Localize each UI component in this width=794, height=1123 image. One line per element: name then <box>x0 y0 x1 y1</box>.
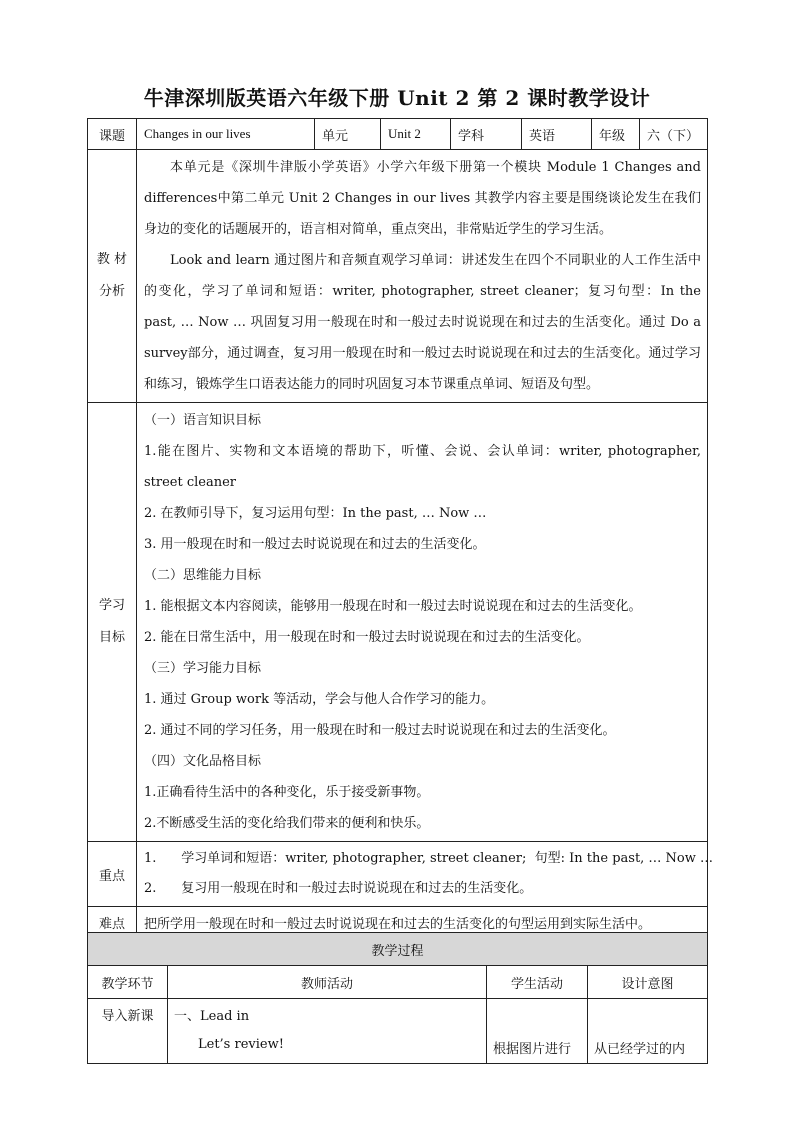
objective-line: （一）语言知识目标 <box>144 413 262 428</box>
material-analysis-row <box>88 150 708 403</box>
teacher-line-1: 一、Lead in <box>174 1009 250 1024</box>
lesson-info-table <box>87 118 714 939</box>
grade-label: 年级 <box>592 119 640 150</box>
unit-label: 单元 <box>315 119 381 150</box>
material-label-line1: 教 材 <box>96 252 128 267</box>
difficulty-label: 难点 <box>88 907 137 939</box>
subject-label: 学科 <box>451 119 522 150</box>
material-label-line2: 分析 <box>98 284 125 299</box>
process-row <box>88 999 708 1064</box>
key-point-line: 1. 学习单词和短语：writer, photographer, street cleaner; 句型: In the past, … Now … <box>144 851 714 866</box>
objective-line: 1.正确看待生活中的各种变化，乐于接受新事物。 <box>144 785 430 800</box>
column-header: 教师活动 <box>168 966 487 999</box>
key-points-row <box>88 842 708 907</box>
objectives-label-line1: 学习 <box>98 598 125 613</box>
objective-line: 2. 能在日常生活中，用一般现在时和一般过去时说说现在和过去的生活变化。 <box>144 630 590 645</box>
key-points-label: 重点 <box>88 842 137 907</box>
column-header: 教学环节 <box>88 966 168 999</box>
objectives-content <box>137 403 708 842</box>
unit-value: Unit 2 <box>381 119 451 150</box>
process-header: 教学过程 <box>88 933 708 966</box>
objective-line: 2. 通过不同的学习任务，用一般现在时和一般过去时说说现在和过去的生活变化。 <box>144 723 616 738</box>
column-header: 设计意图 <box>588 966 708 999</box>
topic-value: Changes in our lives <box>137 119 315 150</box>
material-analysis-content <box>137 150 708 403</box>
material-paragraph-1: 本单元是《深圳牛津版小学英语》小学六年级下册第一个模块 Module 1 Changes and differences中第二单元 Unit 2 Changes in our lives 其教学内容主要是围绕谈论发生在我们身边的变化的话题展开的，语言相对简单，重点突出，非常贴近学生的学习生活。 <box>144 160 701 237</box>
topic-label: 课题 <box>88 119 137 150</box>
objective-line: 2.不断感受生活的变化给我们带来的便利和快乐。 <box>144 816 430 831</box>
info-row <box>88 119 708 150</box>
objective-line: （四）文化品格目标 <box>144 754 262 769</box>
objective-line: （二）思维能力目标 <box>144 568 262 583</box>
student-activity-cell: 根据图片进行 <box>487 999 588 1064</box>
page-title: 牛津深圳版英语六年级下册 Unit 2 第 2 课时教学设计 <box>143 86 651 110</box>
process-header-row <box>88 933 708 966</box>
teacher-activity-cell <box>168 999 487 1064</box>
material-paragraph-2: Look and learn 通过图片和音频直观学习单词：讲述发生在四个不同职业的人工作生活中的变化，学习了单词和短语：writer, photographer, street cleaner；复习句型：In the past, … Now … 巩固复习用一般现在时和一般过去时说说现在和过去的生活变化。通过 Do a survey部分，通过调查，复习用一般现在时和一般过去时说说现在和过去的生活变化。通过学习和练习，锻炼学生口语表达能力的同时巩固复习本节课重点单词、短语及句型。 <box>144 253 701 392</box>
column-header: 学生活动 <box>487 966 588 999</box>
key-point-line: 2. 复习用一般现在时和一般过去时说说现在和过去的生活变化。 <box>144 881 533 896</box>
process-columns-row <box>88 966 708 999</box>
objectives-label-line2: 目标 <box>98 630 125 645</box>
objectives-row <box>88 403 708 842</box>
design-intent-cell: 从已经学过的内 <box>588 999 708 1064</box>
key-points-content <box>137 842 714 907</box>
process-table <box>87 932 708 1064</box>
stage-cell: 导入新课 <box>88 999 168 1064</box>
objective-line: 2. 在教师引导下，复习运用句型：In the past, … Now … <box>144 506 487 521</box>
difficulty-text: 把所学用一般现在时和一般过去时说说现在和过去的生活变化的句型运用到实际生活中。 <box>137 907 708 939</box>
objectives-label <box>88 403 137 842</box>
objective-line: 1.能在图片、实物和文本语境的帮助下，听懂、会说、会认单词：writer, photographer, street cleaner <box>144 444 701 490</box>
objective-line: 3. 用一般现在时和一般过去时说说现在和过去的生活变化。 <box>144 537 486 552</box>
material-analysis-label <box>88 150 137 403</box>
objective-line: 1. 能根据文本内容阅读，能够用一般现在时和一般过去时说说现在和过去的生活变化。 <box>144 599 642 614</box>
grade-value: 六（下） <box>640 119 708 150</box>
objective-line: （三）学习能力目标 <box>144 661 262 676</box>
teacher-line-2: Let’s review! <box>198 1037 284 1052</box>
objective-line: 1. 通过 Group work 等活动，学会与他人合作学习的能力。 <box>144 692 495 707</box>
subject-value: 英语 <box>522 119 592 150</box>
